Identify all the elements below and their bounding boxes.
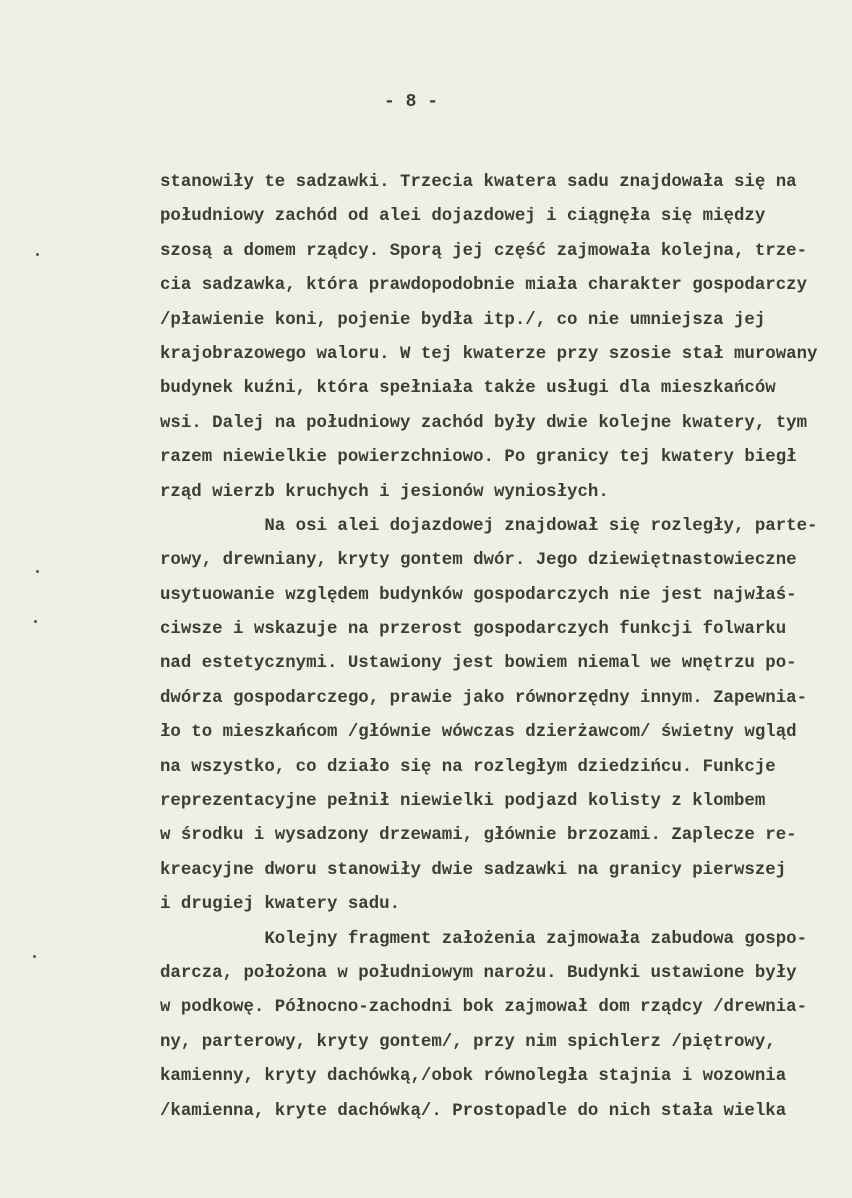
text-line: rowy, drewniany, kryty gontem dwór. Jego dziewiętnastowieczne <box>160 551 797 571</box>
scan-speck <box>36 253 39 256</box>
text-line: nad estetycznymi. Ustawiony jest bowiem niemal we wnętrzu po- <box>160 654 797 674</box>
text-line: szosą a domem rządcy. Sporą jej część zajmowała kolejna, trze- <box>160 241 808 261</box>
text-line: stanowiły te sadzawki. Trzecia kwatera sadu znajdowała się na <box>160 173 797 192</box>
text-line: wsi. Dalej na południowy zachód były dwie kolejne kwatery, tym <box>160 413 808 433</box>
text-line: usytuowanie względem budynków gospodarczych nie jest najwłaś- <box>160 585 797 605</box>
text-line: i drugiej kwatery sadu. <box>160 895 401 915</box>
text-line: darcza, położona w południowym narożu. Budynki ustawione były <box>160 963 797 983</box>
text-line: budynek kuźni, która spełniała także usługi dla mieszkańców <box>160 379 776 399</box>
scan-speck <box>34 620 37 623</box>
text-line: na wszystko, co działo się na rozległym dziedzińcu. Funkcje <box>160 757 776 777</box>
text-line: południowy zachód od alei dojazdowej i ciągnęła się między <box>160 207 766 227</box>
text-line: /kamienna, kryte dachówką/. Prostopadle do nich stała wielka <box>160 1101 787 1121</box>
text-line: /pławienie koni, pojenie bydła itp./, co nie umniejsza jej <box>160 310 766 330</box>
text-line: ny, parterowy, kryty gontem/, przy nim spichlerz /piętrowy, <box>160 1032 776 1052</box>
text-line: ciwsze i wskazuje na przerost gospodarczych funkcji folwarku <box>160 620 787 640</box>
text-line: w środku i wysadzony drzewami, głównie brzozami. Zaplecze re- <box>160 826 797 846</box>
text-line: Na osi alei dojazdowej znajdował się rozległy, parte- <box>160 516 818 536</box>
text-line: cia sadzawka, która prawdopodobnie miała charakter gospodarczy <box>160 276 808 296</box>
text-line: kamienny, kryty dachówką,/obok równoległa stajnia i wozownia <box>160 1067 787 1087</box>
scan-speck <box>36 570 39 573</box>
page-number: - 8 - <box>383 92 438 112</box>
text-line: reprezentacyjne pełnił niewielki podjazd kolisty z klombem <box>160 792 766 812</box>
paragraph-1 <box>160 166 840 510</box>
paragraph-3 <box>160 923 840 1129</box>
text-line: kreacyjne dworu stanowiły dwie sadzawki na granicy pierwszej <box>160 860 787 880</box>
paragraph-2 <box>160 510 840 923</box>
text-line: Kolejny fragment założenia zajmowała zabudowa gospo- <box>160 929 808 949</box>
scan-speck <box>33 955 36 958</box>
text-line: razem niewielkie powierzchniowo. Po granicy tej kwatery biegł <box>160 448 797 468</box>
text-line: dwórza gospodarczego, prawie jako równorzędny innym. Zapewnia- <box>160 688 808 708</box>
text-line: ło to mieszkańcom /głównie wówczas dzierżawcom/ świetny wgląd <box>160 723 797 743</box>
document-body <box>160 166 840 1129</box>
text-line: w podkowę. Północno-zachodni bok zajmował dom rządcy /drewnia- <box>160 998 808 1018</box>
text-line: krajobrazowego waloru. W tej kwaterze przy szosie stał murowany <box>160 344 818 364</box>
text-line: rząd wierzb kruchych i jesionów wyniosłych. <box>160 482 609 502</box>
